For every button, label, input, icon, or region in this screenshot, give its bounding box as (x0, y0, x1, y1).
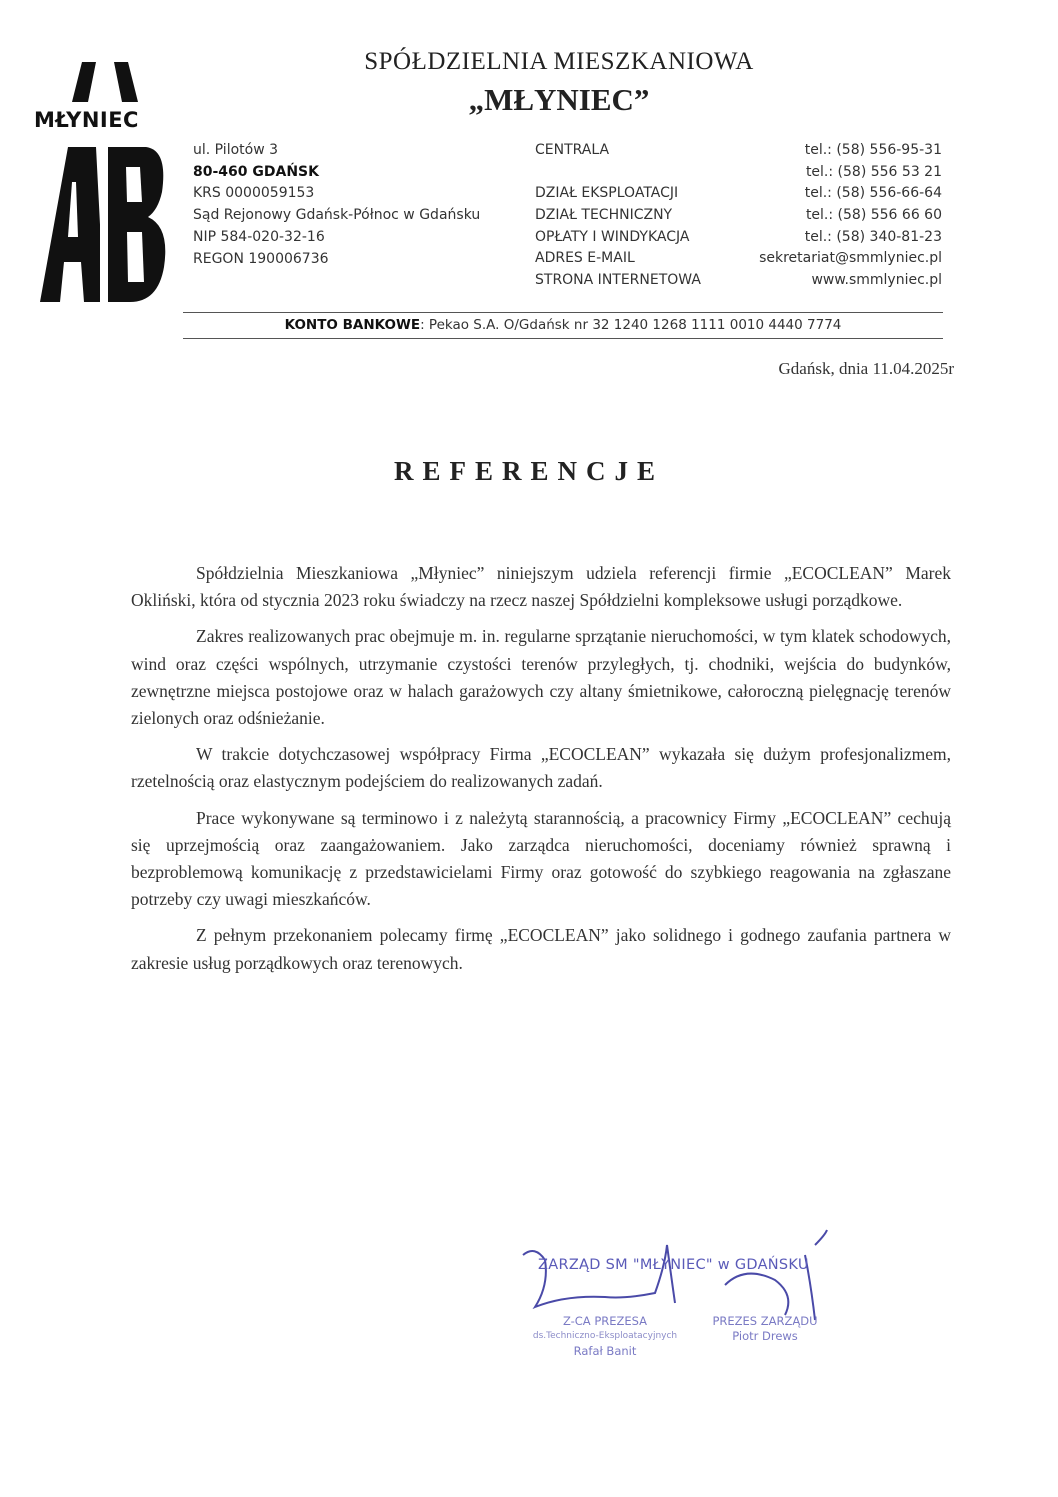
address-regon: REGON 190006736 (193, 250, 329, 267)
department-item: CENTRALA (535, 142, 610, 158)
organization-name: SPÓŁDZIELNIA MIESZKANIOWA (364, 48, 754, 75)
logo-name: MŁYNIEC (34, 108, 139, 132)
address-street: ul. Pilotów 3 (193, 142, 279, 158)
header-divider-top (183, 312, 943, 313)
stamp-right-name: Piotr Drews (732, 1329, 798, 1343)
body-paragraph: Zakres realizowanych prac obejmuje m. in. regularne sprzątanie nieruchomości, w tym klatek schodowych, wind oraz części wspólnych, utrzymanie czystości terenów przyległych, tj. chodniki, wejścia do budynków, zewnętrzne miejsca postojowe oraz w halach garażowych czy altany śmietnikowe, całoroczną pielęgnację terenów zielonych oraz odśnieżanie. (131, 626, 951, 729)
stamp-left-subtitle: ds.Techniczno-Eksploatacyjnych (532, 1331, 678, 1341)
stamp-left-role: Z-CA PREZESA (562, 1314, 648, 1328)
stamp-right (700, 1314, 830, 1344)
address-city: 80-460 GDAŃSK (193, 163, 319, 180)
contacts-list (759, 140, 942, 292)
handwritten-signatures (515, 1225, 835, 1325)
contact-phone: tel.: (58) 556-95-31 (804, 142, 942, 158)
stamp-left-name: Rafał Banit (573, 1344, 637, 1358)
contact-phone: tel.: (58) 556 66 60 (805, 207, 942, 224)
organization-quoted-name: „MŁYNIEC” (468, 82, 650, 117)
contact-website: www.smmlyniec.pl (811, 272, 942, 289)
body-paragraph: Spółdzielnia Mieszkaniowa „Młyniec” niniejszym udziela referencji firmie „ECOCLEAN” Marek Okliński, która od stycznia 2023 roku świadczy na rzecz naszej Spółdzielni kompleksowe usługi porządkowe. (131, 563, 951, 611)
address-krs: KRS 0000059153 (193, 185, 315, 202)
body-paragraph: Prace wykonywane są terminowo i z należytą starannością, a pracownicy Firmy „ECOCLEAN” cechują się uprzejmością oraz zaangażowaniem. Jako zarządca nieruchomości, doceniamy również sprawną i bezproblemową komunikację z przedstawicielami Firmy oraz gotowość do szybkiego reagowania na zgłaszane potrzeby czy uwagi mieszkańców. (131, 807, 951, 910)
stamp-right-role: PREZES ZARZĄDU (712, 1314, 818, 1328)
department-item: DZIAŁ TECHNICZNY (535, 207, 673, 224)
body-paragraph: W trakcie dotychczasowej współpracy Firma „ECOCLEAN” wykazała się dużym profesjonalizmem, rzetelnością oraz elastycznym podejściem do realizowanych zadań. (131, 744, 951, 792)
stamp-left (520, 1314, 690, 1359)
contact-phone: tel.: (58) 340-81-23 (804, 228, 942, 245)
contact-phone: tel.: (58) 556 53 21 (805, 163, 942, 180)
stamp-title: ZARZĄD SM "MŁYNIEC" w GDAŃSKU (538, 1257, 809, 1273)
department-item: ADRES E-MAIL (535, 250, 635, 267)
department-item (535, 162, 701, 184)
document-body (131, 560, 951, 986)
address-nip: NIP 584-020-32-16 (193, 228, 325, 245)
bank-account-number: : Pekao S.A. O/Gdańsk nr 32 1240 1268 1111 0010 4440 7774 (420, 317, 842, 333)
bank-account-label: KONTO BANKOWE (284, 317, 421, 333)
contact-phone: tel.: (58) 556-66-64 (804, 185, 942, 202)
departments-list (535, 140, 701, 292)
address-court: Sąd Rejonowy Gdańsk-Północ w Gdańsku (193, 207, 481, 224)
body-paragraph: Z pełnym przekonaniem polecamy firmę „ECOCLEAN” jako solidnego i godnego zaufania partnera w zakresie usług porządkowych oraz terenowych. (131, 925, 951, 973)
contact-email: sekretariat@smmlyniec.pl (759, 250, 942, 267)
document-date: Gdańsk, dnia 11.04.2025r (778, 359, 954, 378)
bank-account (183, 317, 943, 333)
document-title: REFERENCJE (393, 456, 665, 486)
department-item: STRONA INTERNETOWA (535, 272, 701, 289)
header-divider-bottom (183, 338, 943, 339)
department-item: DZIAŁ EKSPLOATACJI (535, 185, 679, 202)
address-block (193, 140, 480, 270)
department-item: OPŁATY I WINDYKACJA (535, 228, 690, 245)
